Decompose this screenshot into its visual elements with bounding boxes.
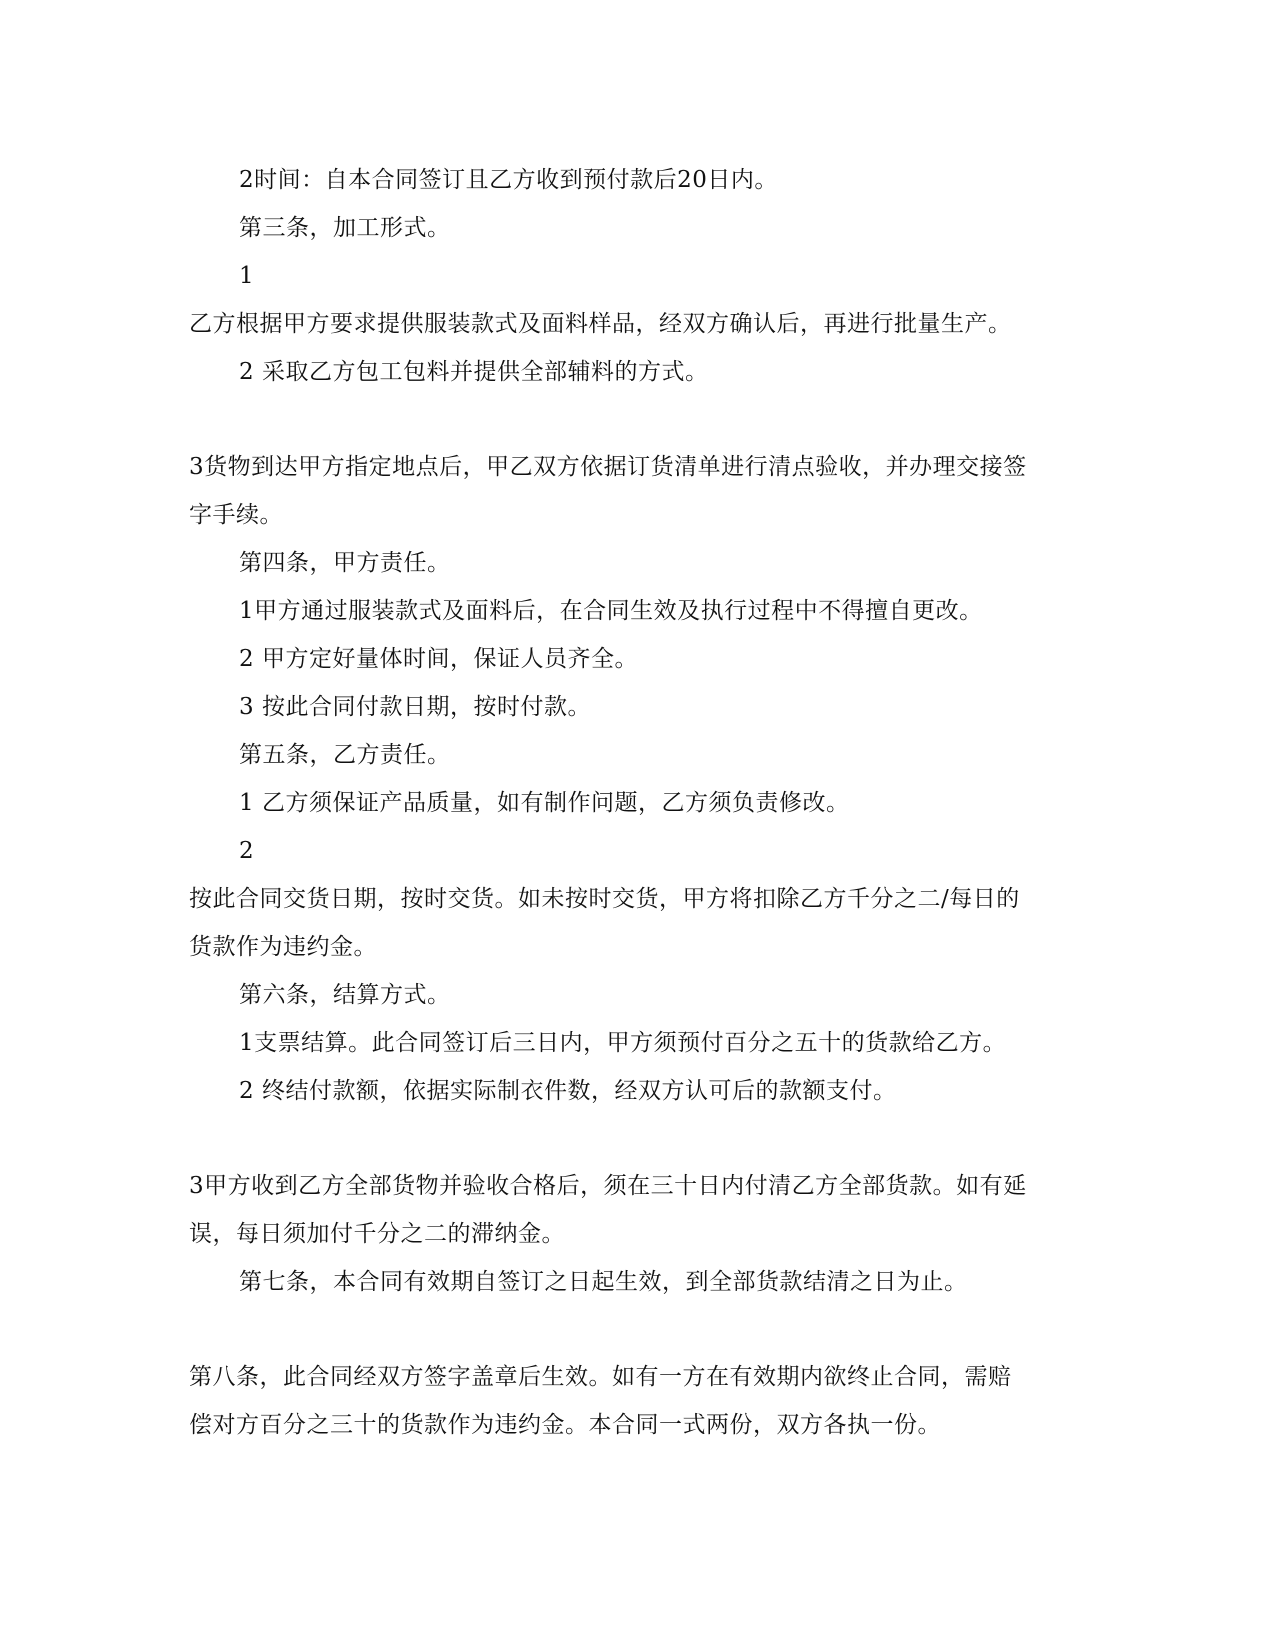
text-line: 货款作为违约金。 [189,934,377,960]
text-line: 3甲方收到乙方全部货物并验收合格后，须在三十日内付清乙方全部货款。如有延 [189,1173,1027,1199]
text-line: 3货物到达甲方指定地点后，甲乙双方依据订货清单进行清点验收，并办理交接签 [189,454,1027,480]
text-line: 3 按此合同付款日期，按时付款。 [239,694,591,720]
section-heading: 第八条，此合同经双方签字盖章后生效。如有一方在有效期内欲终止合同，需赔 [189,1364,1012,1390]
text-line: 1 [239,263,255,289]
section-heading: 第七条，本合同有效期自签订之日起生效，到全部货款结清之日为止。 [239,1269,968,1295]
text-line: 2 [239,838,255,864]
text-line: 1甲方通过服装款式及面料后，在合同生效及执行过程中不得擅自更改。 [239,598,983,624]
text-line: 误，每日须加付千分之二的滞纳金。 [189,1221,565,1247]
text-line: 2 终结付款额，依据实际制衣件数，经双方认可后的款额支付。 [239,1078,897,1104]
section-heading: 第六条，结算方式。 [239,982,451,1008]
section-heading: 第五条，乙方责任。 [239,742,451,768]
text-line: 1支票结算。此合同签订后三日内，甲方须预付百分之五十的货款给乙方。 [239,1030,1007,1056]
section-heading: 第四条，甲方责任。 [239,550,451,576]
text-line: 偿对方百分之三十的货款作为违约金。本合同一式两份，双方各执一份。 [189,1412,941,1438]
text-line: 2 甲方定好量体时间，保证人员齐全。 [239,646,638,672]
text-line: 2时间：自本合同签订且乙方收到预付款后20日内。 [239,167,778,193]
text-line: 乙方根据甲方要求提供服装款式及面料样品，经双方确认后，再进行批量生产。 [189,311,1012,337]
text-line: 字手续。 [189,502,283,528]
text-line: 按此合同交货日期，按时交货。如未按时交货，甲方将扣除乙方千分之二/每日的 [189,886,1020,912]
text-line: 2 采取乙方包工包料并提供全部辅料的方式。 [239,359,709,385]
text-line: 1 乙方须保证产品质量，如有制作问题，乙方须负责修改。 [239,790,850,816]
section-heading: 第三条，加工形式。 [239,215,451,241]
